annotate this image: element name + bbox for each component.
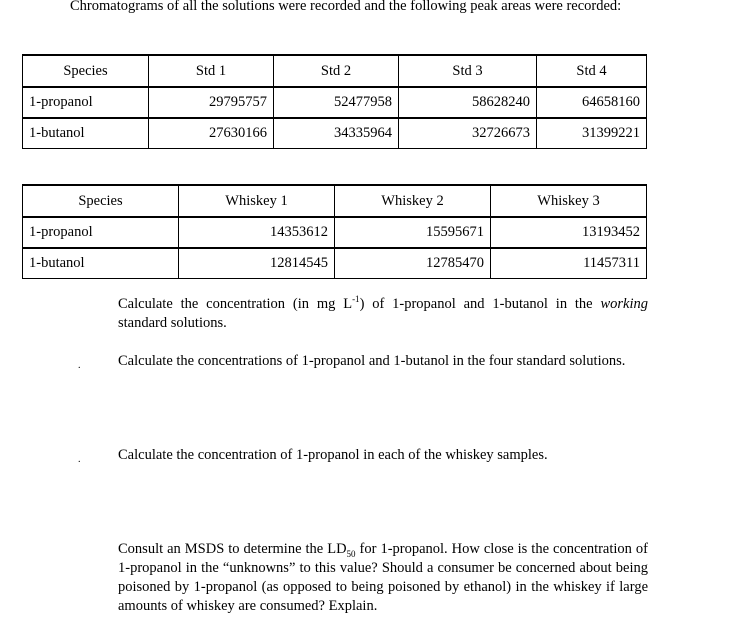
header-std-4: Std 4: [537, 55, 647, 87]
question-1-text: standard solutions.: [118, 315, 227, 331]
species-label: 1-propanol: [23, 217, 179, 248]
table-cell: 12785470: [335, 248, 491, 279]
question-4-text: for 1-propanol. How close is the concentration of 1-propanol in the “unknowns” to this value? Should a consumer be concerned about being poisoned by 1-propanol (as opposed to being poisoned by ethanol) in the whiskey if large amounts of whiskey are consumed? Explain.: [118, 541, 648, 614]
table-row: [23, 118, 647, 149]
header-std-1: Std 1: [149, 55, 274, 87]
table-cell: 52477958: [274, 87, 399, 118]
table-cell: 11457311: [491, 248, 647, 279]
question-4-text: Consult an MSDS to determine the LD: [118, 541, 347, 557]
header-species: Species: [23, 185, 179, 217]
table-cell: 12814545: [179, 248, 335, 279]
table-cell: 14353612: [179, 217, 335, 248]
question-1: [118, 295, 648, 333]
header-std-3: Std 3: [399, 55, 537, 87]
emphasis-working: working: [600, 296, 648, 312]
header-whiskey-2: Whiskey 2: [335, 185, 491, 217]
intro-paragraph: Chromatograms of all the solutions were recorded and the following peak areas were recorded:: [70, 0, 622, 14]
header-species: Species: [23, 55, 149, 87]
table-row: [23, 217, 647, 248]
table-cell: 58628240: [399, 87, 537, 118]
whiskey-table: [22, 184, 647, 279]
header-whiskey-1: Whiskey 1: [179, 185, 335, 217]
table-row: [23, 248, 647, 279]
table-header-row: [23, 185, 647, 217]
table-cell: 32726673: [399, 118, 537, 149]
table-cell: 31399221: [537, 118, 647, 149]
species-label: 1-butanol: [23, 118, 149, 149]
question-1-text: ) of 1-propanol and 1-butanol in the: [359, 296, 601, 312]
subscript: 50: [346, 548, 356, 559]
species-label: 1-butanol: [23, 248, 179, 279]
question-4: [118, 540, 648, 616]
question-3: Calculate the concentration of 1-propanol in each of the whiskey samples.: [118, 447, 548, 463]
table-cell: 29795757: [149, 87, 274, 118]
table-cell: 34335964: [274, 118, 399, 149]
header-whiskey-3: Whiskey 3: [491, 185, 647, 217]
table-cell: 15595671: [335, 217, 491, 248]
table-cell: 64658160: [537, 87, 647, 118]
bullet-marker: .: [78, 360, 81, 371]
table-cell: 27630166: [149, 118, 274, 149]
species-label: 1-propanol: [23, 87, 149, 118]
standards-table: [22, 54, 647, 149]
table-row: [23, 87, 647, 118]
table-header-row: [23, 55, 647, 87]
bullet-marker: .: [78, 454, 81, 465]
superscript: -1: [352, 294, 360, 305]
question-2: Calculate the concentrations of 1-propanol and 1-butanol in the four standard solutions.: [118, 353, 626, 369]
question-1-text: Calculate the concentration (in mg L: [118, 296, 353, 312]
table-cell: 13193452: [491, 217, 647, 248]
header-std-2: Std 2: [274, 55, 399, 87]
